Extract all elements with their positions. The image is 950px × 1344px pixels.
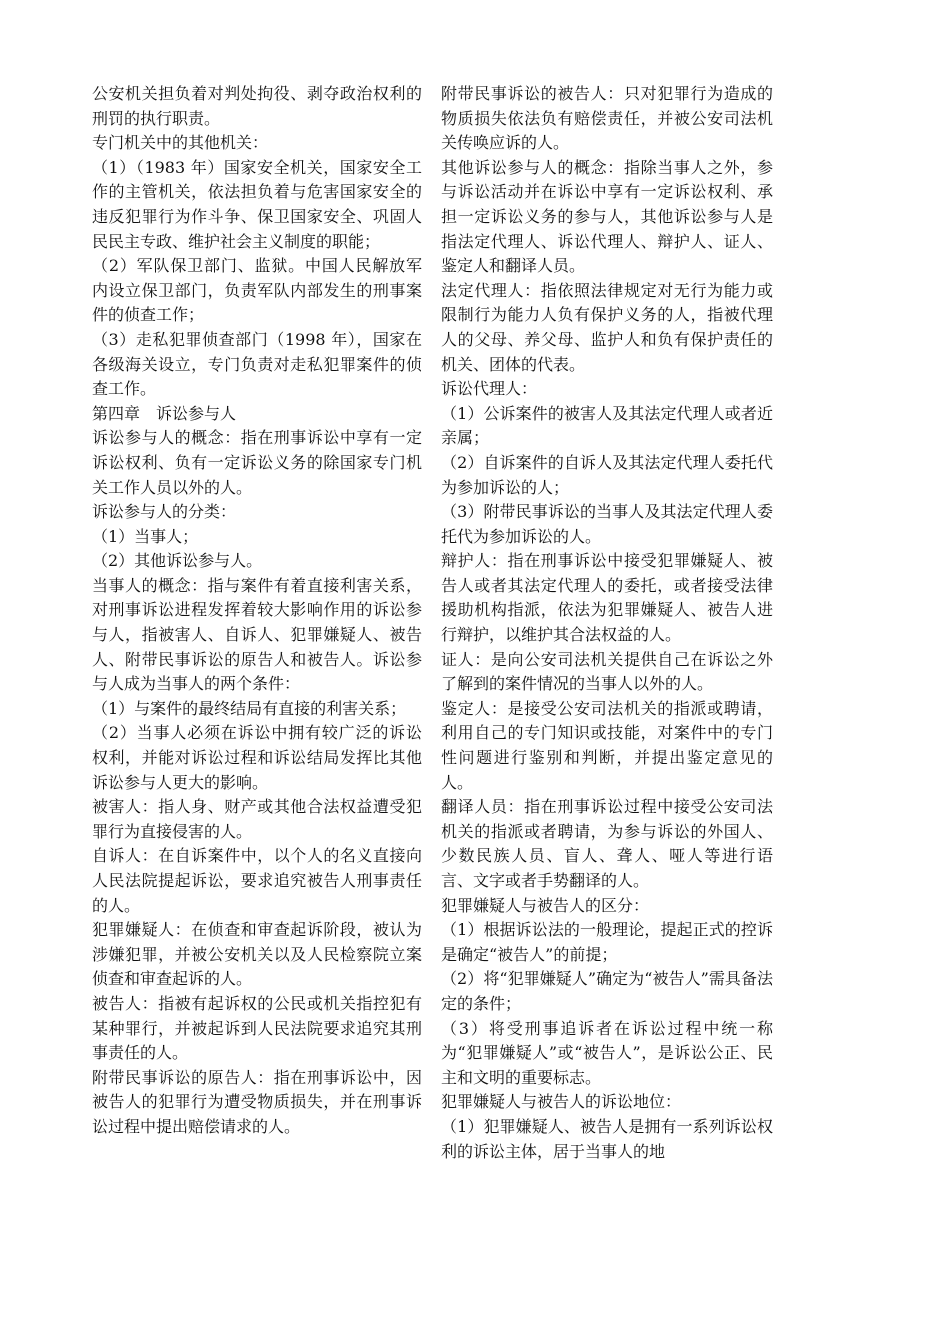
list-item: （2）其他诉讼参与人。 — [92, 551, 263, 571]
right-text-column — [441, 82, 773, 1164]
list-item: （2）军队保卫部门、监狱。中国人民解放军内设立保卫部门，负责军队内部发生的刑事案件的侦查工作； — [92, 256, 422, 325]
list-item: （3）附带民事诉讼的当事人及其法定代理人委托代为参加诉讼的人。 — [441, 502, 773, 546]
paragraph: 其他诉讼参与人的概念：指除当事人之外，参与诉讼活动并在诉讼中享有一定诉讼权利、承担一定诉讼义务的参与人，其他诉讼参与人是指法定代理人、诉讼代理人、辩护人、证人、鉴定人和翻译人员。 — [441, 157, 773, 276]
list-item: （1）根据诉讼法的一般理论，提起正式的控诉是确定“被告人”的前提； — [441, 920, 773, 964]
list-item: （1）犯罪嫌疑人、被告人是拥有一系列诉讼权利的诉讼主体，居于当事人的地 — [441, 1116, 773, 1161]
chapter-heading: 第四章 诉讼参与人 — [92, 403, 237, 423]
paragraph: 附带民事诉讼的被告人：只对犯罪行为造成的物质损失依法负有赔偿责任，并被公安司法机关传唤应诉的人。 — [441, 84, 773, 153]
paragraph: 犯罪嫌疑人与被告人的诉讼地位： — [441, 1092, 682, 1112]
paragraph: 辩护人：指在刑事诉讼中接受犯罪嫌疑人、被告人或者其法定代理人的委托，或者接受法律援助机构指派，依法为犯罪嫌疑人、被告人进行辩护，以维护其合法权益的人。 — [441, 551, 773, 645]
paragraph: 证人：是向公安司法机关提供自己在诉讼之外了解到的案件情况的当事人以外的人。 — [441, 649, 773, 694]
paragraph: 犯罪嫌疑人与被告人的区分： — [441, 895, 650, 915]
paragraph: 公安机关担负着对判处拘役、剥夺政治权利的刑罚的执行职责。 — [92, 84, 422, 128]
paragraph: 被害人：指人身、财产或其他合法权益遭受犯罪行为直接侵害的人。 — [92, 797, 422, 841]
list-item: （2）将“犯罪嫌疑人”确定为“被告人”需具备法定的条件； — [441, 969, 773, 1013]
paragraph: 当事人的概念：指与案件有着直接利害关系，对刑事诉讼进程发挥着较大影响作用的诉讼参与人，指被害人、自诉人、犯罪嫌疑人、被告人、附带民事诉讼的原告人和被告人。诉讼参与人成为当事人的两个条件： — [92, 575, 422, 694]
list-item: （1）与案件的最终结局有直接的利害关系； — [92, 698, 407, 718]
list-item: （2）自诉案件的自诉人及其法定代理人委托代为参加诉讼的人； — [441, 452, 773, 497]
paragraph: 犯罪嫌疑人：在侦查和审查起诉阶段，被认为涉嫌犯罪，并被公安机关以及人民检察院立案侦查和审查起诉的人。 — [92, 920, 422, 989]
list-item: （1）（1983 年）国家安全机关，国家安全工作的主管机关，依法担负着与危害国家安全的违反犯罪行为作斗争、保卫国家安全、巩固人民民主专政、维护社会主义制度的职能； — [92, 157, 422, 251]
list-item: （2）当事人必须在诉讼中拥有较广泛的诉讼权利，并能对诉讼过程和诉讼结局发挥比其他诉讼参与人更大的影响。 — [92, 723, 422, 792]
paragraph: 自诉人：在自诉案件中，以个人的名义直接向人民法院提起诉讼，要求追究被告人刑事责任的人。 — [92, 846, 422, 915]
list-item: （3）将受刑事追诉者在诉讼过程中统一称为“犯罪嫌疑人”或“被告人”，是诉讼公正、民主和文明的重要标志。 — [441, 1018, 773, 1087]
paragraph: 附带民事诉讼的原告人：指在刑事诉讼中，因被告人的犯罪行为遭受物质损失，并在刑事诉讼过程中提出赔偿请求的人。 — [92, 1067, 422, 1136]
list-item: （3）走私犯罪侦查部门（1998 年），国家在各级海关设立，专门负责对走私犯罪案件的侦查工作。 — [92, 329, 422, 399]
paragraph: 法定代理人：指依照法律规定对无行为能力或限制行为能力人负有保护义务的人，指被代理人的父母、养父母、监护人和负有保护责任的机关、团体的代表。 — [441, 280, 773, 374]
paragraph: 诉讼代理人： — [441, 379, 538, 399]
paragraph: 翻译人员：指在刑事诉讼过程中接受公安司法机关的指派或者聘请，为参与诉讼的外国人、少数民族人员、盲人、聋人、哑人等进行语言、文字或者手势翻译的人。 — [441, 797, 773, 890]
list-item: （1）当事人； — [92, 526, 199, 546]
paragraph: 诉讼参与人的概念：指在刑事诉讼中享有一定诉讼权利、负有一定诉讼义务的除国家专门机关工作人员以外的人。 — [92, 428, 422, 497]
paragraph: 鉴定人：是接受公安司法机关的指派或聘请，利用自己的专门知识或技能，对案件中的专门性问题进行鉴别和判断，并提出鉴定意见的人。 — [441, 698, 773, 792]
paragraph: 专门机关中的其他机关： — [92, 133, 269, 153]
left-text-column — [92, 82, 422, 1140]
paragraph: 诉讼参与人的分类： — [92, 502, 237, 522]
paragraph: 被告人：指被有起诉权的公民或机关指控犯有某种罪行，并被起诉到人民法院要求追究其刑事责任的人。 — [92, 993, 422, 1063]
list-item: （1）公诉案件的被害人及其法定代理人或者近亲属； — [441, 403, 773, 448]
